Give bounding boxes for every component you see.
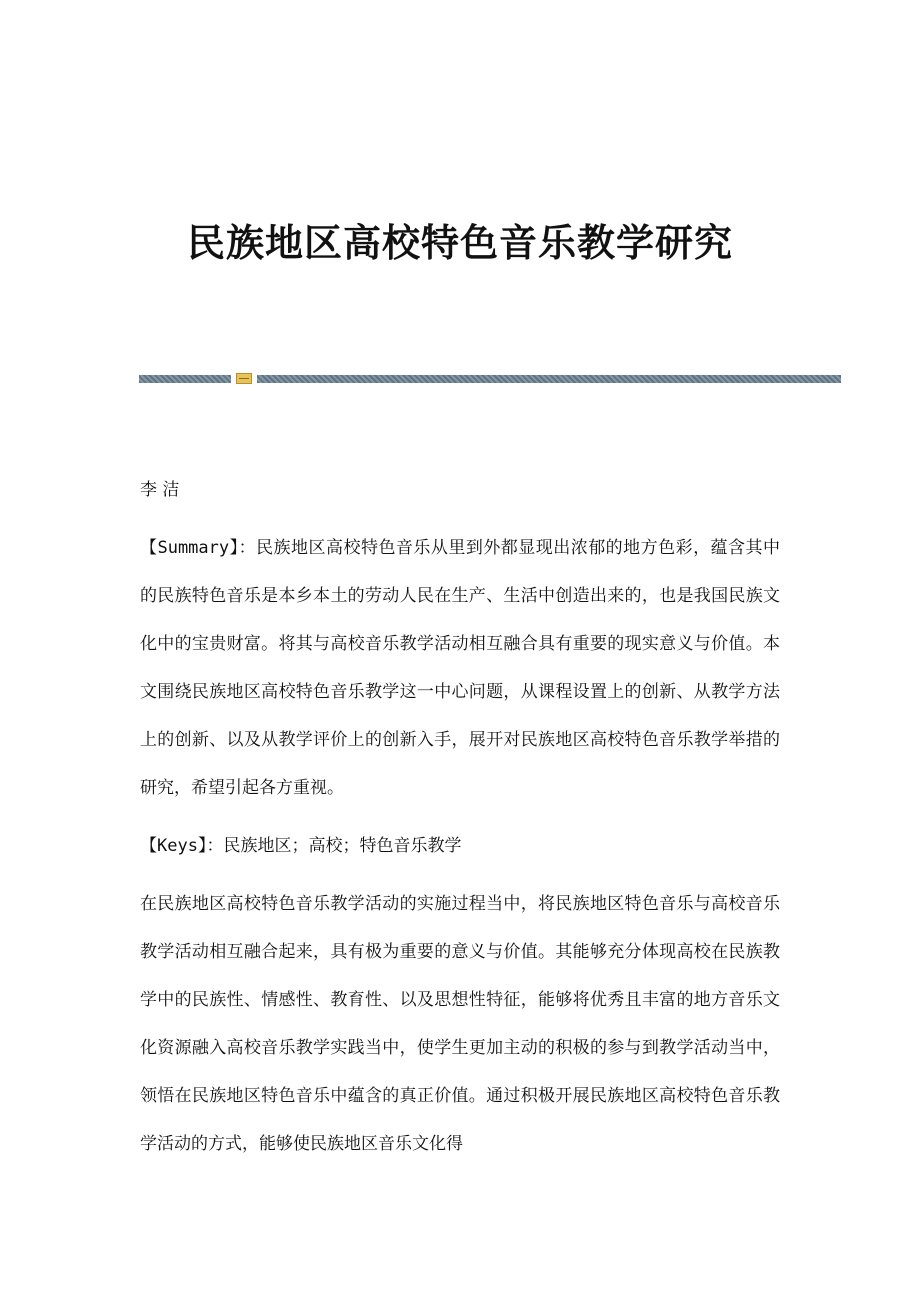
page-title: 民族地区高校特色音乐教学研究: [186, 220, 733, 265]
keys-paragraph: [140, 822, 780, 870]
body-paragraph: 在民族地区高校特色音乐教学活动的实施过程当中，将民族地区特色音乐与高校音乐教学活动相互融合起来，具有极为重要的意义与价值。其能够充分体现高校在民族教学中的民族性、情感性、教育性、以及思想性特征，能够将优秀且丰富的地方音乐文化资源融入高校音乐教学实践当中，使学生更加主动的积极的参与到教学活动当中，领悟在民族地区特色音乐中蕴含的真正价值。通过积极开展民族地区高校特色音乐教学活动的方式，能够使民族地区音乐文化得: [140, 894, 780, 1154]
keys-label: 【Keys】: [140, 836, 207, 856]
divider-bar-left: [139, 375, 231, 383]
keys-text: 民族地区；高校；特色音乐教学: [223, 836, 462, 856]
divider-bar-right: [257, 375, 841, 383]
title-divider: [139, 375, 841, 383]
divider-ornament-icon: [236, 373, 252, 384]
summary-label: 【Summary】: [140, 538, 239, 558]
summary-paragraph: [140, 524, 780, 812]
keys-separator: ：: [206, 836, 224, 856]
author: 李 洁: [140, 480, 180, 500]
article-content: [140, 466, 780, 1168]
summary-text: 民族地区高校特色音乐从里到外都显现出浓郁的地方色彩，蕴含其中的民族特色音乐是本乡本土的劳动人民在生产、生活中创造出来的，也是我国民族文化中的宝贵财富。将其与高校音乐教学活动相互融合具有重要的现实意义与价值。本文围绕民族地区高校特色音乐教学这一中心问题，从课程设置上的创新、从教学方法上的创新、以及从教学评价上的创新入手，展开对民族地区高校特色音乐教学举措的研究，希望引起各方重视。: [140, 538, 781, 798]
summary-separator: ：: [238, 538, 257, 558]
